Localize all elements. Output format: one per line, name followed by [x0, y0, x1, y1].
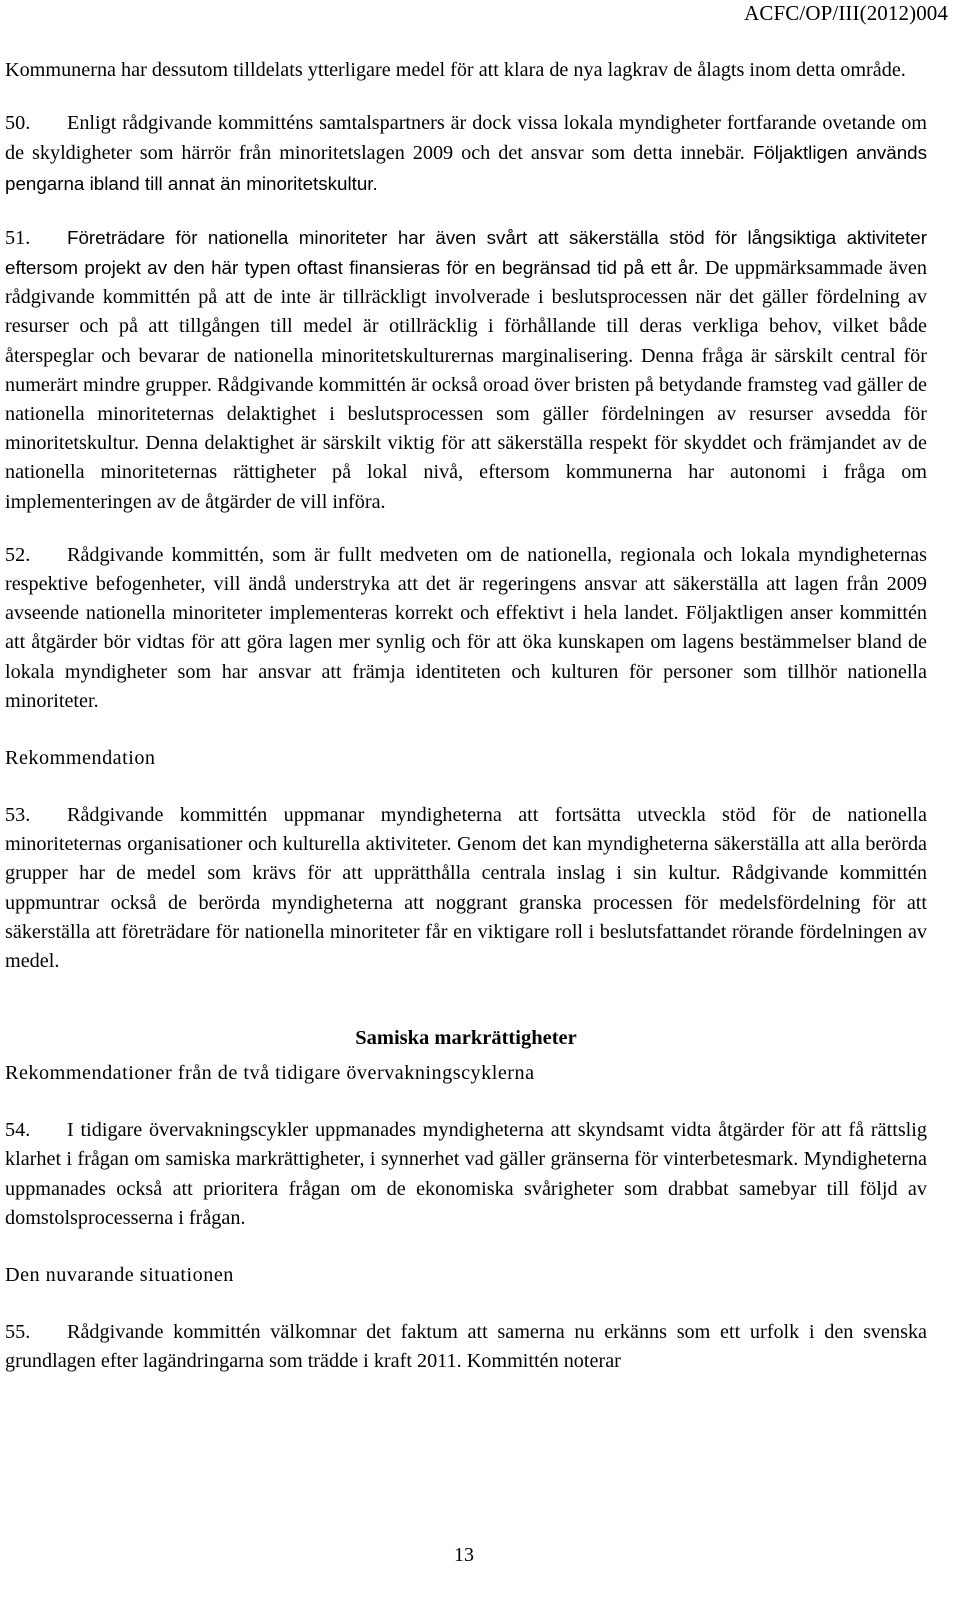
- current-situation-label: Den nuvarande situationen: [5, 1264, 234, 1287]
- document-id-header: ACFC/OP/III(2012)004: [744, 1, 948, 25]
- document-body: [5, 56, 927, 1377]
- section-title: Samiska markrättigheter: [355, 1027, 577, 1050]
- paragraph-53: [5, 801, 927, 976]
- paragraph-text: I tidigare övervakningscykler uppmanades myndigheterna att skyndsamt vidta åtgärder för att få rättslig klarhet i frågan om samiska markrättigheter, i synnerhet vad gäller gränserna för vinterbetesmark. Myndigheterna uppmanades också att prioritera frågan om de ekonomiska svårigheter som drabbat samebyar till följd av domstolsprocesserna i frågan.: [5, 1119, 927, 1229]
- paragraph-50: [5, 109, 927, 199]
- paragraph-text-sans: Företrädare för nationella minoriteter har även svårt att säkerställa stöd för långsiktiga aktiviteter eftersom projekt av den här typen oftast finansieras för en begränsad tid på ett år.: [5, 226, 927, 279]
- paragraph-number: 52.: [5, 543, 31, 566]
- paragraph-text: Enligt rådgivande kommitténs samtalspartners är dock vissa lokala myndigheter fortfarande ovetande om de skyldigheter som härrör från minoritetslagen 2009 och det ansvar som detta innebär.: [5, 112, 927, 165]
- recommendation-label: Rekommendation: [5, 747, 156, 770]
- paragraph-text: Rådgivande kommittén välkomnar det faktum att samerna nu erkänns som ett urfolk i den svenska grundlagen efter lagändringarna som trädde i kraft 2011. Kommittén noterar: [5, 1321, 927, 1373]
- paragraph-number: 53.: [5, 804, 31, 827]
- paragraph-text-sans: Följaktligen används pengarna ibland till annat än minoritetskultur.: [5, 142, 927, 194]
- paragraph-text: Rådgivande kommittén, som är fullt medveten om de nationella, regionala och lokala myndigheternas respektive befogenheter, vill ändå understryka att det är regeringens ansvar att säkerställa att lagen från 2009 avseende nationella minoriteter implementeras korrekt och effektivt i hela landet. Följaktligen anser kommittén att åtgärder bör vidtas för att göra lagen mer synlig och för att öka kunskapen om lagens bestämmelser bland de lokala myndigheter som har ansvar att främja identiteten och kulturen för personer som tillhör nationella minoriteter.: [5, 543, 927, 712]
- page-number: 13: [454, 1544, 474, 1566]
- paragraph-52: [5, 541, 927, 716]
- paragraph-text: De uppmärksammade även rådgivande kommittén på att de inte är tillräckligt involverade i beslutsprocessen när det gäller fördelning av resurser och på att tillgången till medel är otillräcklig i förhållande till deras verkliga behov, vilket både återspeglar och bevarar de nationella minoritetskulturernas marginalisering. Denna fråga är särskilt central för numerärt mindre grupper. Rådgivande kommittén är också oroad över bristen på betydande framsteg vad gäller de nationella minoriteternas delaktighet i beslutsprocessen som gäller fördelningen av resurser avsedda för minoritetskultur. Denna delaktighet är särskilt viktig för att säkerställa respekt för skyddet och främjandet av de nationella minoriteternas rättigheter på lokal nivå, eftersom kommunerna har autonomi i fråga om implementeringen av de åtgärder de vill införa.: [5, 257, 927, 513]
- previous-recommendations-label: Rekommendationer från de två tidigare övervakningscyklerna: [5, 1062, 535, 1085]
- intro-paragraph: Kommunerna har dessutom tilldelats ytterligare medel för att klara de nya lagkrav de ålagts inom detta område.: [5, 59, 906, 81]
- paragraph-55: [5, 1318, 927, 1376]
- paragraph-54: [5, 1116, 927, 1233]
- paragraph-number: 51.: [5, 226, 31, 249]
- paragraph-51: [5, 223, 927, 517]
- paragraph-number: 55.: [5, 1321, 31, 1344]
- paragraph-text: Rådgivande kommittén uppmanar myndigheterna att fortsätta utveckla stöd för de nationella minoriteternas organisationer och kulturella aktiviteter. Genom det kan myndigheterna säkerställa att alla berörda grupper har de medel som krävs för att upprätthålla centrala inslag i sin kultur. Rådgivande kommittén uppmuntrar också de berörda myndigheterna att noggrant granska processen för medelsfördelning för att säkerställa att företrädare för nationella minoriteter får en viktigare roll i beslutsfattandet rörande fördelningen av medel.: [5, 804, 927, 973]
- paragraph-number: 50.: [5, 112, 31, 135]
- paragraph-number: 54.: [5, 1119, 31, 1142]
